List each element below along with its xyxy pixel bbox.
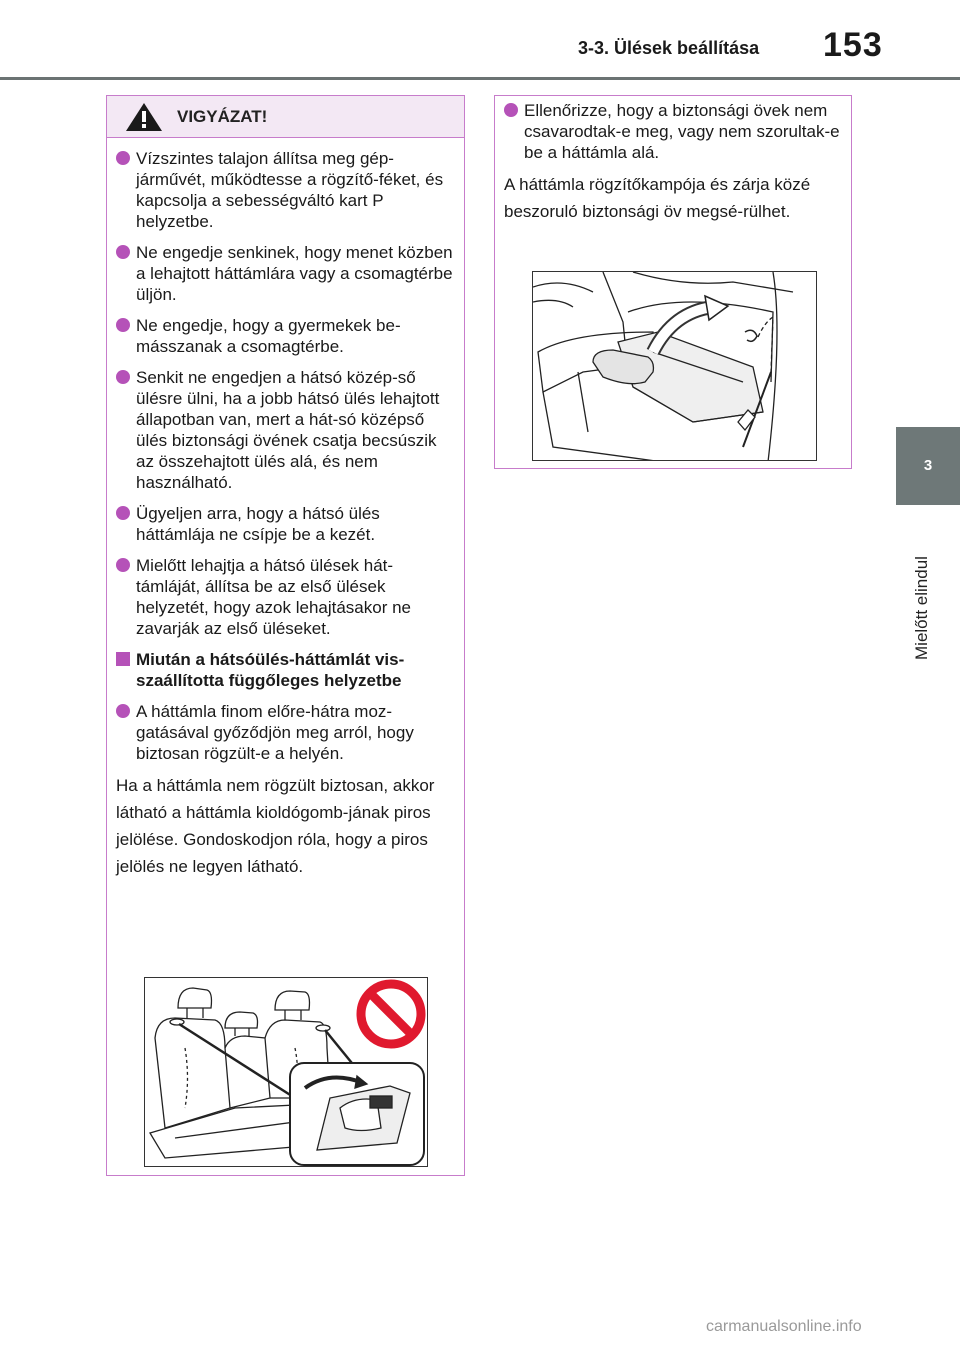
chapter-tab[interactable] (896, 427, 960, 505)
chapter-label-text: Mielőtt elindul (912, 556, 931, 660)
caution-bullet (116, 555, 453, 639)
caution-bullet (116, 701, 453, 764)
header-rule (0, 77, 960, 80)
bullet-text: Ellenőrizze, hogy a biztonsági övek nem csavarodtak-e meg, vagy nem szorultak-e be a háttámla alá. (524, 101, 840, 162)
page-number: 153 (823, 26, 883, 64)
caution-title: VIGYÁZAT! (177, 107, 268, 126)
bullet-text: Ne engedje, hogy a gyermekek be-másszanak a csomagtérbe. (136, 316, 401, 356)
bullet-dot (116, 318, 130, 332)
warning-triangle-icon (124, 101, 164, 133)
seat-release-illustration (144, 977, 428, 1167)
bullet-dot (116, 151, 130, 165)
chapter-label (908, 520, 948, 680)
bullet-text: A háttámla finom előre-hátra moz-gatásával győződjön meg arról, hogy biztosan rögzült-e a helyén. (136, 702, 414, 763)
subheading-text: Miután a hátsóülés-háttámlát vis-szaállította függőleges helyzetbe (136, 650, 405, 690)
bullet-dot (116, 704, 130, 718)
caution-bullet (116, 367, 453, 493)
right-paragraph: A háttámla rögzítőkampója és zárja közé beszoruló biztonsági öv megsé-rülhet. (504, 175, 811, 221)
bullet-dot (116, 245, 130, 259)
caution-bullet (116, 242, 453, 305)
section-title: 3-3. Ülések beállítása (578, 38, 760, 58)
caution-bullet (116, 503, 453, 545)
bullet-dot (116, 558, 130, 572)
caution-box (106, 95, 465, 1176)
bullet-text: Ne engedje senkinek, hogy menet közben a lehajtott háttámlára vagy a csomagtérbe üljön. (136, 243, 453, 304)
bullet-text: Mielőtt lehajtja a hátsó ülések hát-támláját, állítsa be az első ülések helyzetét, hogy azok lehajtásakor ne zavarják az első üléseket. (136, 556, 412, 638)
bullet-dot (116, 506, 130, 520)
caution-paragraph: Ha a háttámla nem rögzült biztosan, akkor látható a háttámla kioldógomb-jának piros jelölése. Gondoskodjon róla, hogy a piros jelölés ne legyen látható. (116, 776, 435, 876)
bullet-text: Ügyeljen arra, hogy a hátsó ülés háttámlája ne csípje be a kezét. (136, 504, 380, 544)
bullet-text: Vízszintes talajon állítsa meg gép-járművét, működtesse a rögzítő-féket, és kapcsolja a sebességváltó kart P helyzetbe. (136, 149, 444, 231)
bullet-dot (504, 103, 518, 117)
bullet-text: Senkit ne engedjen a hátsó közép-ső ülésre ülni, ha a jobb hátsó ülés lehajtott állapotban van, mert a hát-só középső ülés biztonsági övének csatja becsúszik az összehajtott ülés alá, és nem használható. (136, 368, 440, 492)
right-panel (494, 95, 852, 469)
caution-bullet (116, 315, 453, 357)
caution-content (107, 138, 463, 880)
caution-subheading (116, 649, 453, 691)
watermark: carmanualsonline.info (706, 1318, 862, 1335)
right-bullet (504, 100, 841, 163)
square-marker (116, 652, 130, 666)
bullet-dot (116, 370, 130, 384)
caution-header (107, 96, 464, 138)
caution-bullet (116, 148, 453, 232)
seatbelt-illustration (532, 271, 817, 461)
chapter-number: 3 (923, 457, 933, 474)
